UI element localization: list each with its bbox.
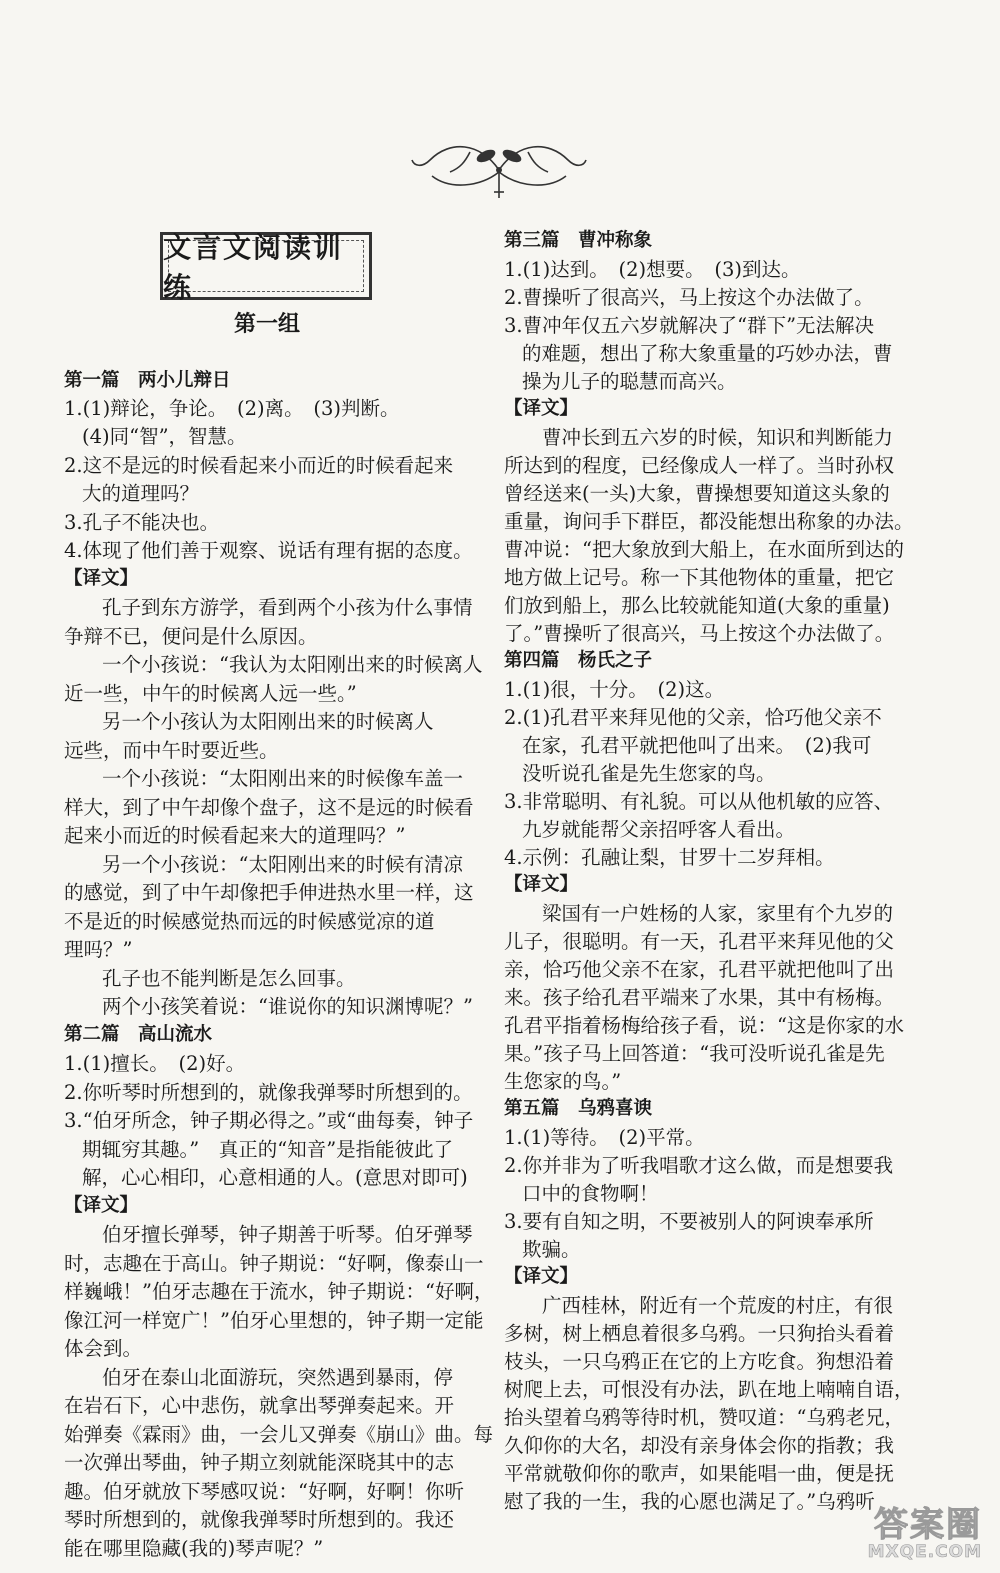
watermark-brand: 答案圈	[874, 1505, 982, 1545]
watermark-site: MXQE.COM	[867, 1542, 982, 1562]
text-line: 孔子到东方游学，看到两个小孩为什么事情	[102, 596, 473, 619]
text-line: 2.你并非为了听我唱歌才这么做，而是想要我	[504, 1154, 894, 1177]
text-line: 的难题，想出了称大象重量的巧妙办法，曹	[522, 342, 893, 365]
text-line: (4)同“智”，智慧。	[82, 425, 247, 448]
text-line: 平常就敬仰你的歌声，如果能唱一曲，便是抚	[504, 1462, 895, 1485]
text-line: 能在哪里隐藏(我的)琴声呢？”	[64, 1537, 324, 1560]
text-line: 不是近的时候感觉热而远的时候感觉凉的道	[64, 910, 435, 933]
text-line: 久仰你的大名，却没有亲身体会你的指教；我	[504, 1434, 895, 1457]
text-line: 口中的食物啊！	[522, 1182, 659, 1205]
decorative-ornament	[410, 132, 588, 202]
text-line: 儿子，很聪明。有一天，孔君平来拜见他的父	[504, 930, 895, 953]
text-line: 的感觉，到了中午却像把手伸进热水里一样，这	[64, 881, 474, 904]
text-line: 趣。伯牙就放下琴感叹说：“好啊，好啊！你听	[64, 1480, 464, 1503]
text-line: 期辄穷其趣。” 真正的“知音”是指能彼此了	[82, 1138, 454, 1161]
text-line: 重量，询问手下群臣，都没能想出称象的办法。	[504, 510, 914, 533]
text-line: 4.示例：孔融让梨，甘罗十二岁拜相。	[504, 846, 835, 869]
text-line: 3.要有自知之明，不要被别人的阿谀奉承所	[504, 1210, 874, 1233]
page-title: 文言文阅读训练	[163, 231, 344, 304]
section-title: 第五篇 乌鸦喜谀	[504, 1098, 653, 1119]
translation-heading: 【译文】	[504, 398, 579, 419]
text-line: 了。”曹操听了很高兴，马上按这个办法做了。	[504, 622, 895, 645]
translation-heading: 【译文】	[64, 1195, 139, 1216]
text-line: 远些，而中午时要近些。	[64, 739, 279, 762]
section-title: 第四篇 杨氏之子	[504, 650, 653, 671]
text-line: 没听说孔雀是先生您家的鸟。	[522, 762, 776, 785]
text-line: 一个小孩说：“我认为太阳刚出来的时候离人	[102, 653, 483, 676]
text-line: 树爬上去，可恨没有办法，趴在地上喃喃自语，	[504, 1378, 914, 1401]
text-line: 1.(1)等待。 (2)平常。	[504, 1126, 705, 1149]
text-line: 枝头，一只乌鸦正在它的上方吃食。狗想沿着	[504, 1350, 895, 1373]
group-heading: 第一组	[234, 311, 301, 337]
text-line: 像江河一样宽广！”伯牙心里想的，钟子期一定能	[64, 1309, 484, 1332]
text-line: 亲，恰巧他父亲不在家，孔君平就把他叫了出	[504, 958, 895, 981]
text-line: 在家，孔君平就把他叫了出来。 (2)我可	[522, 734, 872, 757]
text-line: 们放到船上，那么比较就能知道(大象的重量)	[504, 594, 890, 617]
text-line: 大的道理吗？	[82, 482, 200, 505]
translation-heading: 【译文】	[504, 874, 579, 895]
text-line: 九岁就能帮父亲招呼客人看出。	[522, 818, 796, 841]
translation-heading: 【译文】	[64, 568, 139, 589]
text-line: 慰了我的一生，我的心愿也满足了。”乌鸦听	[504, 1490, 875, 1513]
section-title-box	[160, 231, 372, 304]
text-line: 在岩石下，心中悲伤，就拿出琴弹奏起来。开	[64, 1394, 455, 1417]
text-line: 孔子也不能判断是怎么回事。	[102, 967, 356, 990]
text-line: 时，志趣在于高山。钟子期说：“好啊，像泰山一	[64, 1252, 484, 1275]
section-title: 第一篇 两小儿辩日	[64, 370, 231, 391]
text-line: 2.这不是远的时候看起来小而近的时候看起来	[64, 454, 454, 477]
text-line: 争辩不已，便问是什么原因。	[64, 625, 318, 648]
text-line: 另一个小孩认为太阳刚出来的时候离人	[102, 710, 434, 733]
text-line: 所达到的程度，已经像成人一样了。当时孙权	[504, 454, 895, 477]
text-line: 理吗？”	[64, 938, 133, 961]
site-watermark	[782, 1505, 982, 1566]
text-line: 2.你听琴时所想到的，就像我弹琴时所想到的。	[64, 1081, 473, 1104]
text-line: 伯牙擅长弹琴，钟子期善于听琴。伯牙弹琴	[102, 1223, 473, 1246]
text-line: 3.曹冲年仅五六岁就解决了“群下”无法解决	[504, 314, 875, 337]
text-line: 始弹奏《霖雨》曲，一会儿又弹奏《崩山》曲。每	[64, 1423, 494, 1446]
text-line: 近一些，中午的时候离人远一些。”	[64, 682, 357, 705]
text-line: 1.(1)很，十分。 (2)这。	[504, 678, 725, 701]
text-line: 抬头望着乌鸦等待时机，赞叹道：“乌鸦老兄，	[504, 1406, 904, 1429]
text-line: 来。孩子给孔君平端来了水果，其中有杨梅。	[504, 986, 895, 1009]
section-title: 第三篇 曹冲称象	[504, 230, 653, 251]
text-line: 3.非常聪明、有礼貌。可以从他机敏的应答、	[504, 790, 894, 813]
text-line: 地方做上记号。称一下其他物体的重量，把它	[504, 566, 895, 589]
text-line: 曹冲长到五六岁的时候，知识和判断能力	[542, 426, 894, 449]
text-line: 曾经送来(一头)大象，曹操想要知道这头象的	[504, 482, 890, 505]
section-title: 第二篇 高山流水	[64, 1024, 213, 1045]
text-line: 1.(1)达到。 (2)想要。 (3)到达。	[504, 258, 801, 281]
text-line: 伯牙在泰山北面游玩，突然遇到暴雨，停	[102, 1366, 454, 1389]
text-line: 解，心心相印，心意相通的人。(意思对即可)	[82, 1166, 468, 1189]
text-line: 起来小而近的时候看起来大的道理吗？”	[64, 824, 406, 847]
text-line: 1.(1)辩论，争论。 (2)离。 (3)判断。	[64, 397, 400, 420]
text-line: 梁国有一户姓杨的人家，家里有个九岁的	[542, 902, 894, 925]
text-line: 2.(1)孔君平来拜见他的父亲，恰巧他父亲不	[504, 706, 882, 729]
text-line: 欺骗。	[522, 1238, 581, 1261]
text-line: 两个小孩笑着说：“谁说你的知识渊博呢？”	[102, 995, 473, 1018]
text-line: 2.曹操听了很高兴，马上按这个办法做了。	[504, 286, 874, 309]
text-line: 操为儿子的聪慧而高兴。	[522, 370, 737, 393]
text-line: 广西桂林，附近有一个荒废的村庄，有很	[542, 1294, 894, 1317]
text-line: 一次弹出琴曲，钟子期立刻就能深晓其中的志	[64, 1451, 455, 1474]
text-line: 3.“伯牙所念，钟子期必得之。”或“曲每奏，钟子	[64, 1109, 474, 1132]
text-line: 4.体现了他们善于观察、说话有理有据的态度。	[64, 539, 473, 562]
text-line: 1.(1)擅长。 (2)好。	[64, 1052, 246, 1075]
text-line: 样大，到了中午却像个盘子，这不是远的时候看	[64, 796, 474, 819]
text-line: 曹冲说：“把大象放到大船上，在水面所到达的	[504, 538, 904, 561]
text-line: 果。”孩子马上回答道：“我可没听说孔雀是先	[504, 1042, 885, 1065]
text-line: 体会到。	[64, 1337, 143, 1360]
text-line: 另一个小孩说：“太阳刚出来的时候有清凉	[102, 853, 463, 876]
text-line: 生您家的鸟。”	[504, 1070, 622, 1093]
text-line: 样巍峨！”伯牙志趣在于流水，钟子期说：“好啊，	[64, 1280, 494, 1303]
text-line: 多树，树上栖息着很多乌鸦。一只狗抬头看着	[504, 1322, 895, 1345]
translation-heading: 【译文】	[504, 1266, 579, 1287]
text-line: 3.孔子不能决也。	[64, 511, 220, 534]
text-line: 琴时所想到的，就像我弹琴时所想到的。我还	[64, 1508, 455, 1531]
text-line: 孔君平指着杨梅给孩子看，说：“这是你家的水	[504, 1014, 904, 1037]
text-line: 一个小孩说：“太阳刚出来的时候像车盖一	[102, 767, 463, 790]
